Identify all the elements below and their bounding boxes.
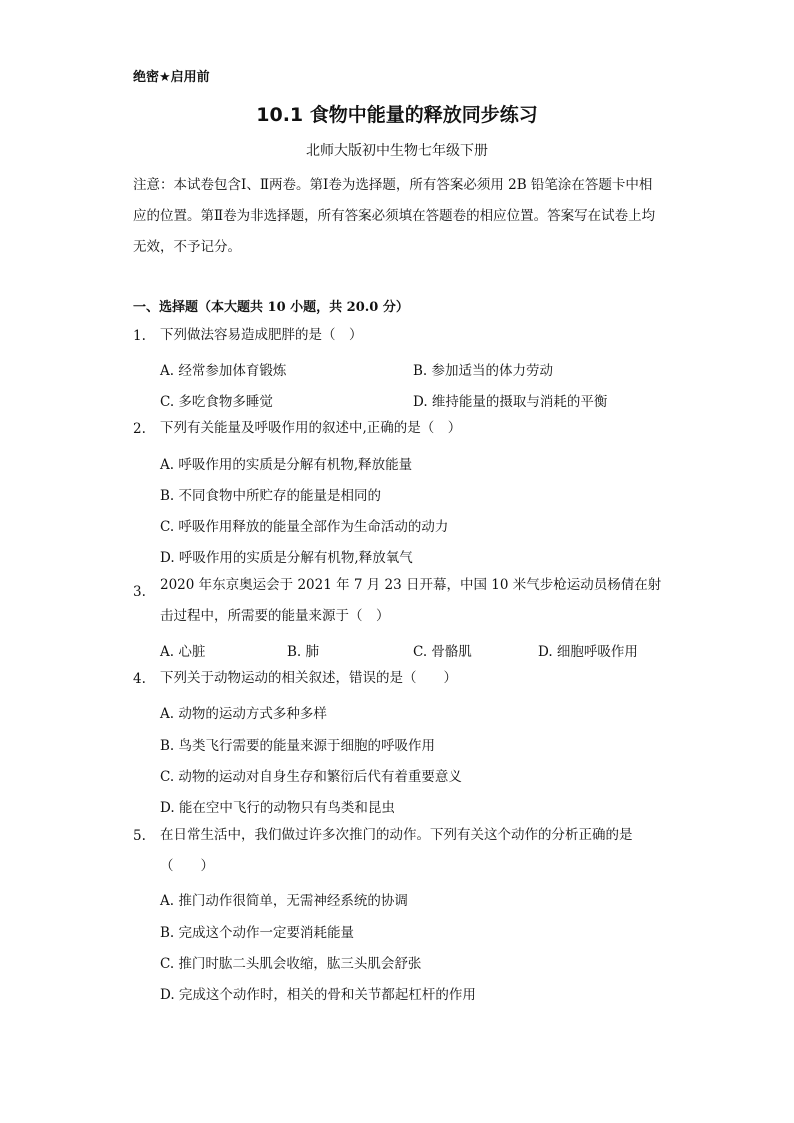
question-2-option-a[interactable]: A. 呼吸作用的实质是分解有机物,释放能量 [160, 457, 413, 473]
question-3-option-c[interactable]: C. 骨骼肌 [413, 644, 472, 660]
question-stem: 下列关于动物运动的相关叙述，错误的是（ ） [160, 670, 457, 686]
question-4-option-a[interactable]: A. 动物的运动方式多种多样 [160, 706, 327, 722]
question-5-option-a[interactable]: A. 推门动作很简单，无需神经系统的协调 [160, 893, 408, 909]
question-5-option-b[interactable]: B. 完成这个动作一定要消耗能量 [160, 925, 355, 941]
question-stem: 在日常生活中，我们做过许多次推门的动作。下列有关这个动作的分析正确的是（ ） [160, 827, 633, 874]
question-5-option-c[interactable]: C. 推门时肱二头肌会收缩，肱三头肌会舒张 [160, 956, 422, 972]
question-stem: 2020 年东京奥运会于 2021 年 7 月 23 日开幕，中国 10 米气步枪运动员杨倩在射击过程中，所需要的能量来源于（ ） [160, 577, 662, 624]
question-1-option-b[interactable]: B. 参加适当的体力劳动 [413, 363, 554, 379]
question-number: 2. [133, 421, 146, 437]
question-4-option-d[interactable]: D. 能在空中飞行的动物只有鸟类和昆虫 [160, 800, 395, 816]
page-subtitle: 北师大版初中生物七年级下册 [306, 143, 488, 159]
confidential-label: 绝密★启用前 [133, 70, 210, 85]
question-number: 1. [133, 328, 146, 344]
question-number: 5. [133, 828, 146, 844]
question-4-option-b[interactable]: B. 鸟类飞行需要的能量来源于细胞的呼吸作用 [160, 738, 436, 754]
section-heading: 一、选择题（本大题共 10 小题，共 20.0 分） [133, 300, 409, 315]
question-number: 4. [133, 671, 146, 687]
question-4-option-c[interactable]: C. 动物的运动对自身生存和繁衍后代有着重要意义 [160, 769, 462, 785]
exam-notice: 注意：本试卷包含Ⅰ、Ⅱ两卷。第Ⅰ卷为选择题，所有答案必须用 2B 铅笔涂在答题卡中相应的位置。第Ⅱ卷为非选择题，所有答案必须填在答题卷的相应位置。答案写在试卷上均无效，不予记分。 [133, 177, 656, 255]
question-1-option-a[interactable]: A. 经常参加体育锻炼 [160, 363, 287, 379]
question-2-option-c[interactable]: C. 呼吸作用释放的能量全部作为生命活动的动力 [160, 519, 449, 535]
question-number: 3. [133, 584, 146, 600]
question-5-option-d[interactable]: D. 完成这个动作时，相关的骨和关节都起杠杆的作用 [160, 987, 476, 1003]
question-3-option-b[interactable]: B. 肺 [287, 644, 320, 660]
question-1-option-c[interactable]: C. 多吃食物多睡觉 [160, 394, 273, 410]
question-2-option-d[interactable]: D. 呼吸作用的实质是分解有机物,释放氧气 [160, 550, 413, 566]
question-1-option-d[interactable]: D. 维持能量的摄取与消耗的平衡 [413, 394, 608, 410]
question-2-option-b[interactable]: B. 不同食物中所贮存的能量是相同的 [160, 488, 382, 504]
question-stem: 下列做法容易造成肥胖的是（ ） [160, 327, 363, 343]
page-title: 10.1 食物中能量的释放同步练习 [256, 104, 538, 126]
question-3-option-d[interactable]: D. 细胞呼吸作用 [538, 644, 638, 660]
question-3-option-a[interactable]: A. 心脏 [160, 644, 206, 660]
question-stem: 下列有关能量及呼吸作用的叙述中,正确的是（ ） [160, 420, 462, 436]
